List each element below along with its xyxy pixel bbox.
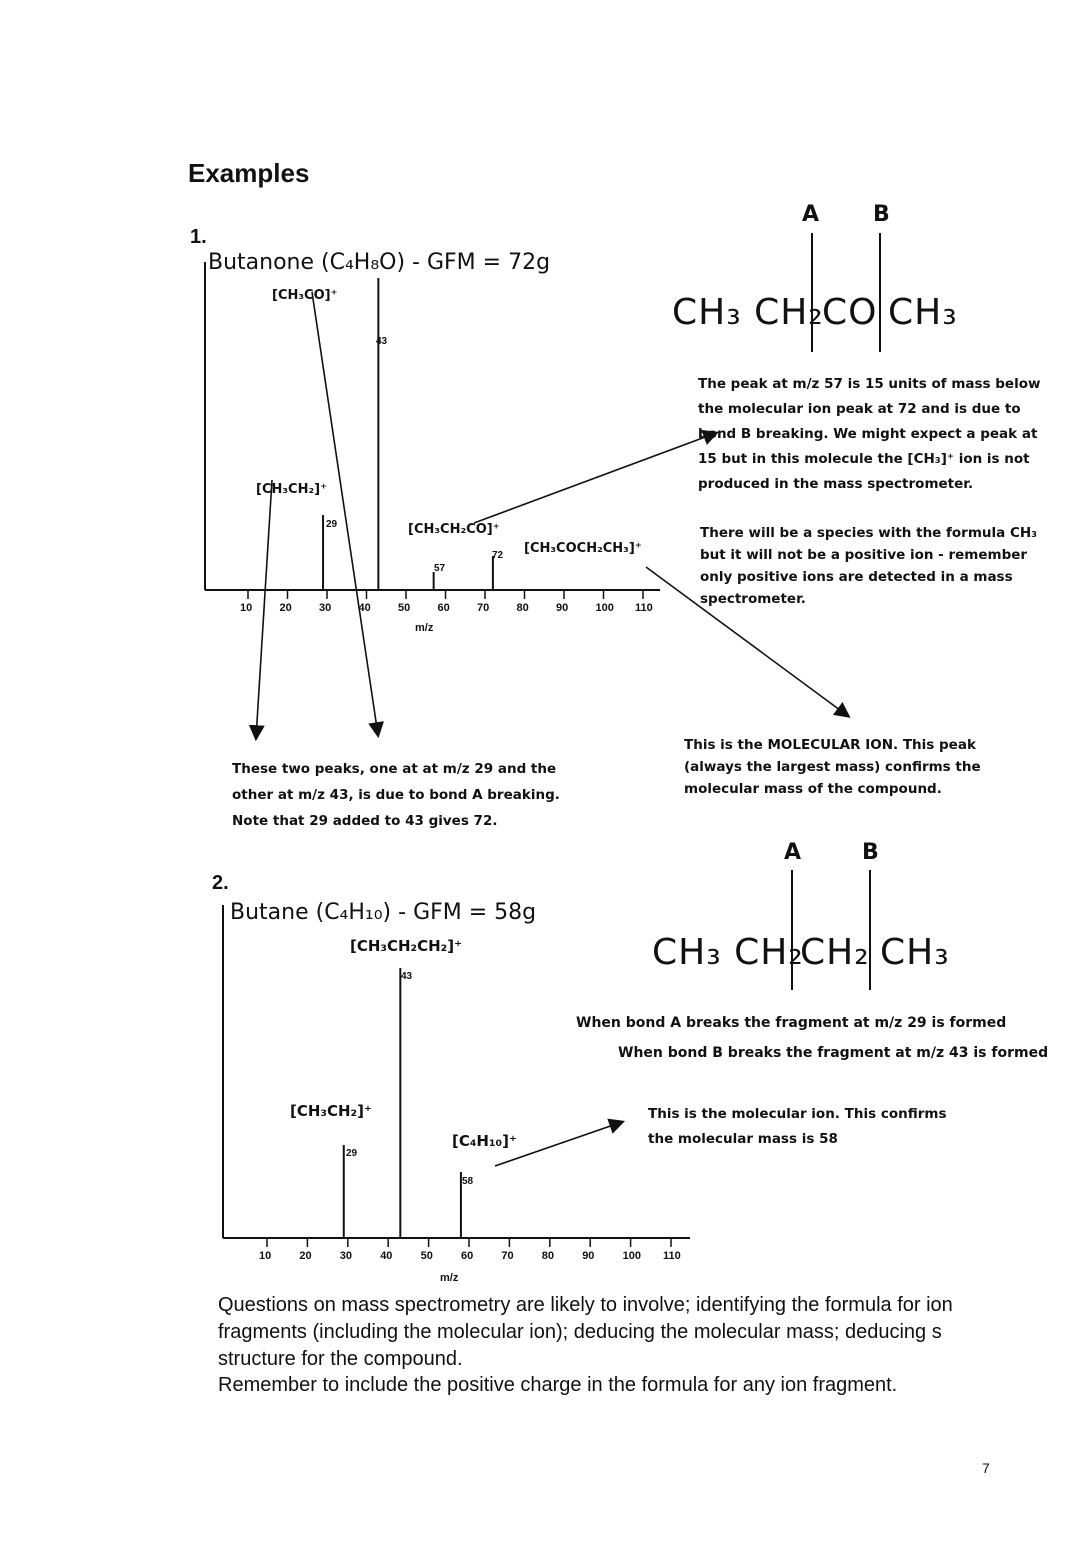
bond-a-label-1: A xyxy=(802,202,820,227)
spectrum-2-ticks xyxy=(267,1238,671,1247)
peak-label-43: 43 xyxy=(376,336,388,347)
structure-1-co: CO xyxy=(822,292,878,333)
spectrum-2-tick-label-40: 40 xyxy=(380,1250,393,1262)
spectrum-2-tick-label-70: 70 xyxy=(501,1250,514,1262)
peak-label-72: 72 xyxy=(492,550,504,561)
ion-label-molecular-1: [CH₃COCH₂CH₃]⁺ xyxy=(524,541,642,556)
page-number: 7 xyxy=(982,1460,990,1476)
peak-label-2-43: 43 xyxy=(401,971,413,982)
pointer-43-arrow xyxy=(312,292,378,735)
note-molecular-ion-2: This is the molecular ion. This confirms the molecular mass is 58 xyxy=(648,1106,947,1147)
ion-label-propyl: [CH₃CH₂CH₂]⁺ xyxy=(350,937,463,955)
spectrum-1-tick-label-100: 100 xyxy=(595,602,614,614)
pointer-57-arrow xyxy=(474,433,716,523)
summary-reminder: Remember to include the positive charge in the formula for any ion fragment. xyxy=(218,1374,898,1396)
spectrum-1-tick-label-80: 80 xyxy=(516,602,529,614)
note-peak-57: The peak at m/z 57 is 15 units of mass below the molecular ion peak at 72 and is due to bond B breaking. We might expect a peak at 15 but in this molecule the [CH₃]⁺ ion is not produced in the mass spectrometer. xyxy=(698,376,1041,492)
peak-label-57: 57 xyxy=(434,563,446,574)
spectrum-2-tick-label-30: 30 xyxy=(339,1250,353,1262)
structure-2-ch2: CH₂ xyxy=(800,932,870,973)
peak-label-2-58: 58 xyxy=(462,1176,474,1187)
spectrum-2-tick-label-90: 90 xyxy=(582,1250,595,1262)
spectrum-1-tick-label-30: 30 xyxy=(319,602,332,614)
page-heading: Examples xyxy=(188,158,310,188)
ion-label-ch3co: [CH₃CO]⁺ xyxy=(272,288,338,303)
x-axis-label-1: m/z xyxy=(415,622,434,634)
bond-a-note: When bond A breaks the fragment at m/z 29 is formed xyxy=(576,1015,1007,1031)
ion-label-ch3ch2: [CH₃CH₂]⁺ xyxy=(256,482,327,497)
spectrum-1-tick-label-10: 10 xyxy=(240,602,253,614)
example-1-number: 1. xyxy=(190,226,207,248)
spectrum-2-tick-label-50: 50 xyxy=(420,1250,433,1262)
example-2-compound: Butane (C₄H₁₀) - GFM = 58g xyxy=(230,900,537,925)
bond-b-label-1: B xyxy=(873,202,890,227)
pointer-29-arrow xyxy=(256,480,272,738)
spectrum-2-tick-label-60: 60 xyxy=(461,1250,474,1262)
ion-label-ethyl: [CH₃CH₂]⁺ xyxy=(290,1102,372,1120)
spectrum-2-tick-label-110: 110 xyxy=(663,1250,681,1262)
spectrum-1-tick-label-90: 90 xyxy=(556,602,569,614)
ion-label-ch3ch2co: [CH₃CH₂CO]⁺ xyxy=(408,522,500,537)
spectrum-1-tick-label-50: 50 xyxy=(398,602,411,614)
structure-2-ch3: CH₃ xyxy=(880,932,950,973)
spectrum-1-tick-label-40: 40 xyxy=(358,602,371,614)
spectrum-1-tick-label-70: 70 xyxy=(477,602,490,614)
bond-b-label-2: B xyxy=(862,840,879,865)
spectrum-2-tick-label-100: 100 xyxy=(622,1250,641,1262)
ion-label-molecular-2: [C₄H₁₀]⁺ xyxy=(452,1132,517,1150)
spectrum-1-peaks xyxy=(323,278,493,590)
structure-1-ch3: CH₃ xyxy=(888,292,958,333)
peak-label-29: 29 xyxy=(326,519,338,530)
structure-1-ch3ch2: CH₃ CH₂ xyxy=(672,292,824,333)
spectrum-2-tick-label-20: 20 xyxy=(299,1250,312,1262)
spectrum-1-tick-label-110: 110 xyxy=(635,602,653,614)
structure-2-ch3ch2: CH₃ CH₂ xyxy=(652,932,804,973)
x-axis-label-2: m/z xyxy=(440,1272,459,1284)
bond-a-label-2: A xyxy=(784,840,802,865)
example-2-number: 2. xyxy=(212,872,229,894)
bond-b-note: When bond B breaks the fragment at m/z 43 is formed xyxy=(618,1045,1049,1061)
spectrum-1-tick-label-60: 60 xyxy=(437,602,450,614)
spectrum-1-ticks xyxy=(248,590,643,599)
spectrum-1-tick-label-20: 20 xyxy=(279,602,292,614)
spectrum-2-tick-label-80: 80 xyxy=(541,1250,555,1262)
summary-paragraph: Questions on mass spectrometry are likely to involve; identifying the formula for ion fragments (including the molecular ion); deducing the molecular mass; deducing s structure for the compound. xyxy=(218,1294,953,1370)
example-1-compound: Butanone (C₄H₈O) - GFM = 72g xyxy=(208,250,551,275)
note-peaks-29-43: These two peaks, one at at m/z 29 and the other at m/z 43, is due to bond A breaking. Note that 29 added to 43 gives 72. xyxy=(232,761,560,829)
note-ch3-species: There will be a species with the formula CH₃ but it will not be a positive ion - remember only positive ions are detected in a mass spectrometer. xyxy=(700,525,1038,607)
spectrum-2-tick-label-10: 10 xyxy=(259,1250,272,1262)
note-molecular-ion-1: This is the MOLECULAR ION. This peak (always the largest mass) confirms the molecular mass of the compound. xyxy=(684,737,981,797)
peak-label-2-29: 29 xyxy=(346,1148,358,1159)
